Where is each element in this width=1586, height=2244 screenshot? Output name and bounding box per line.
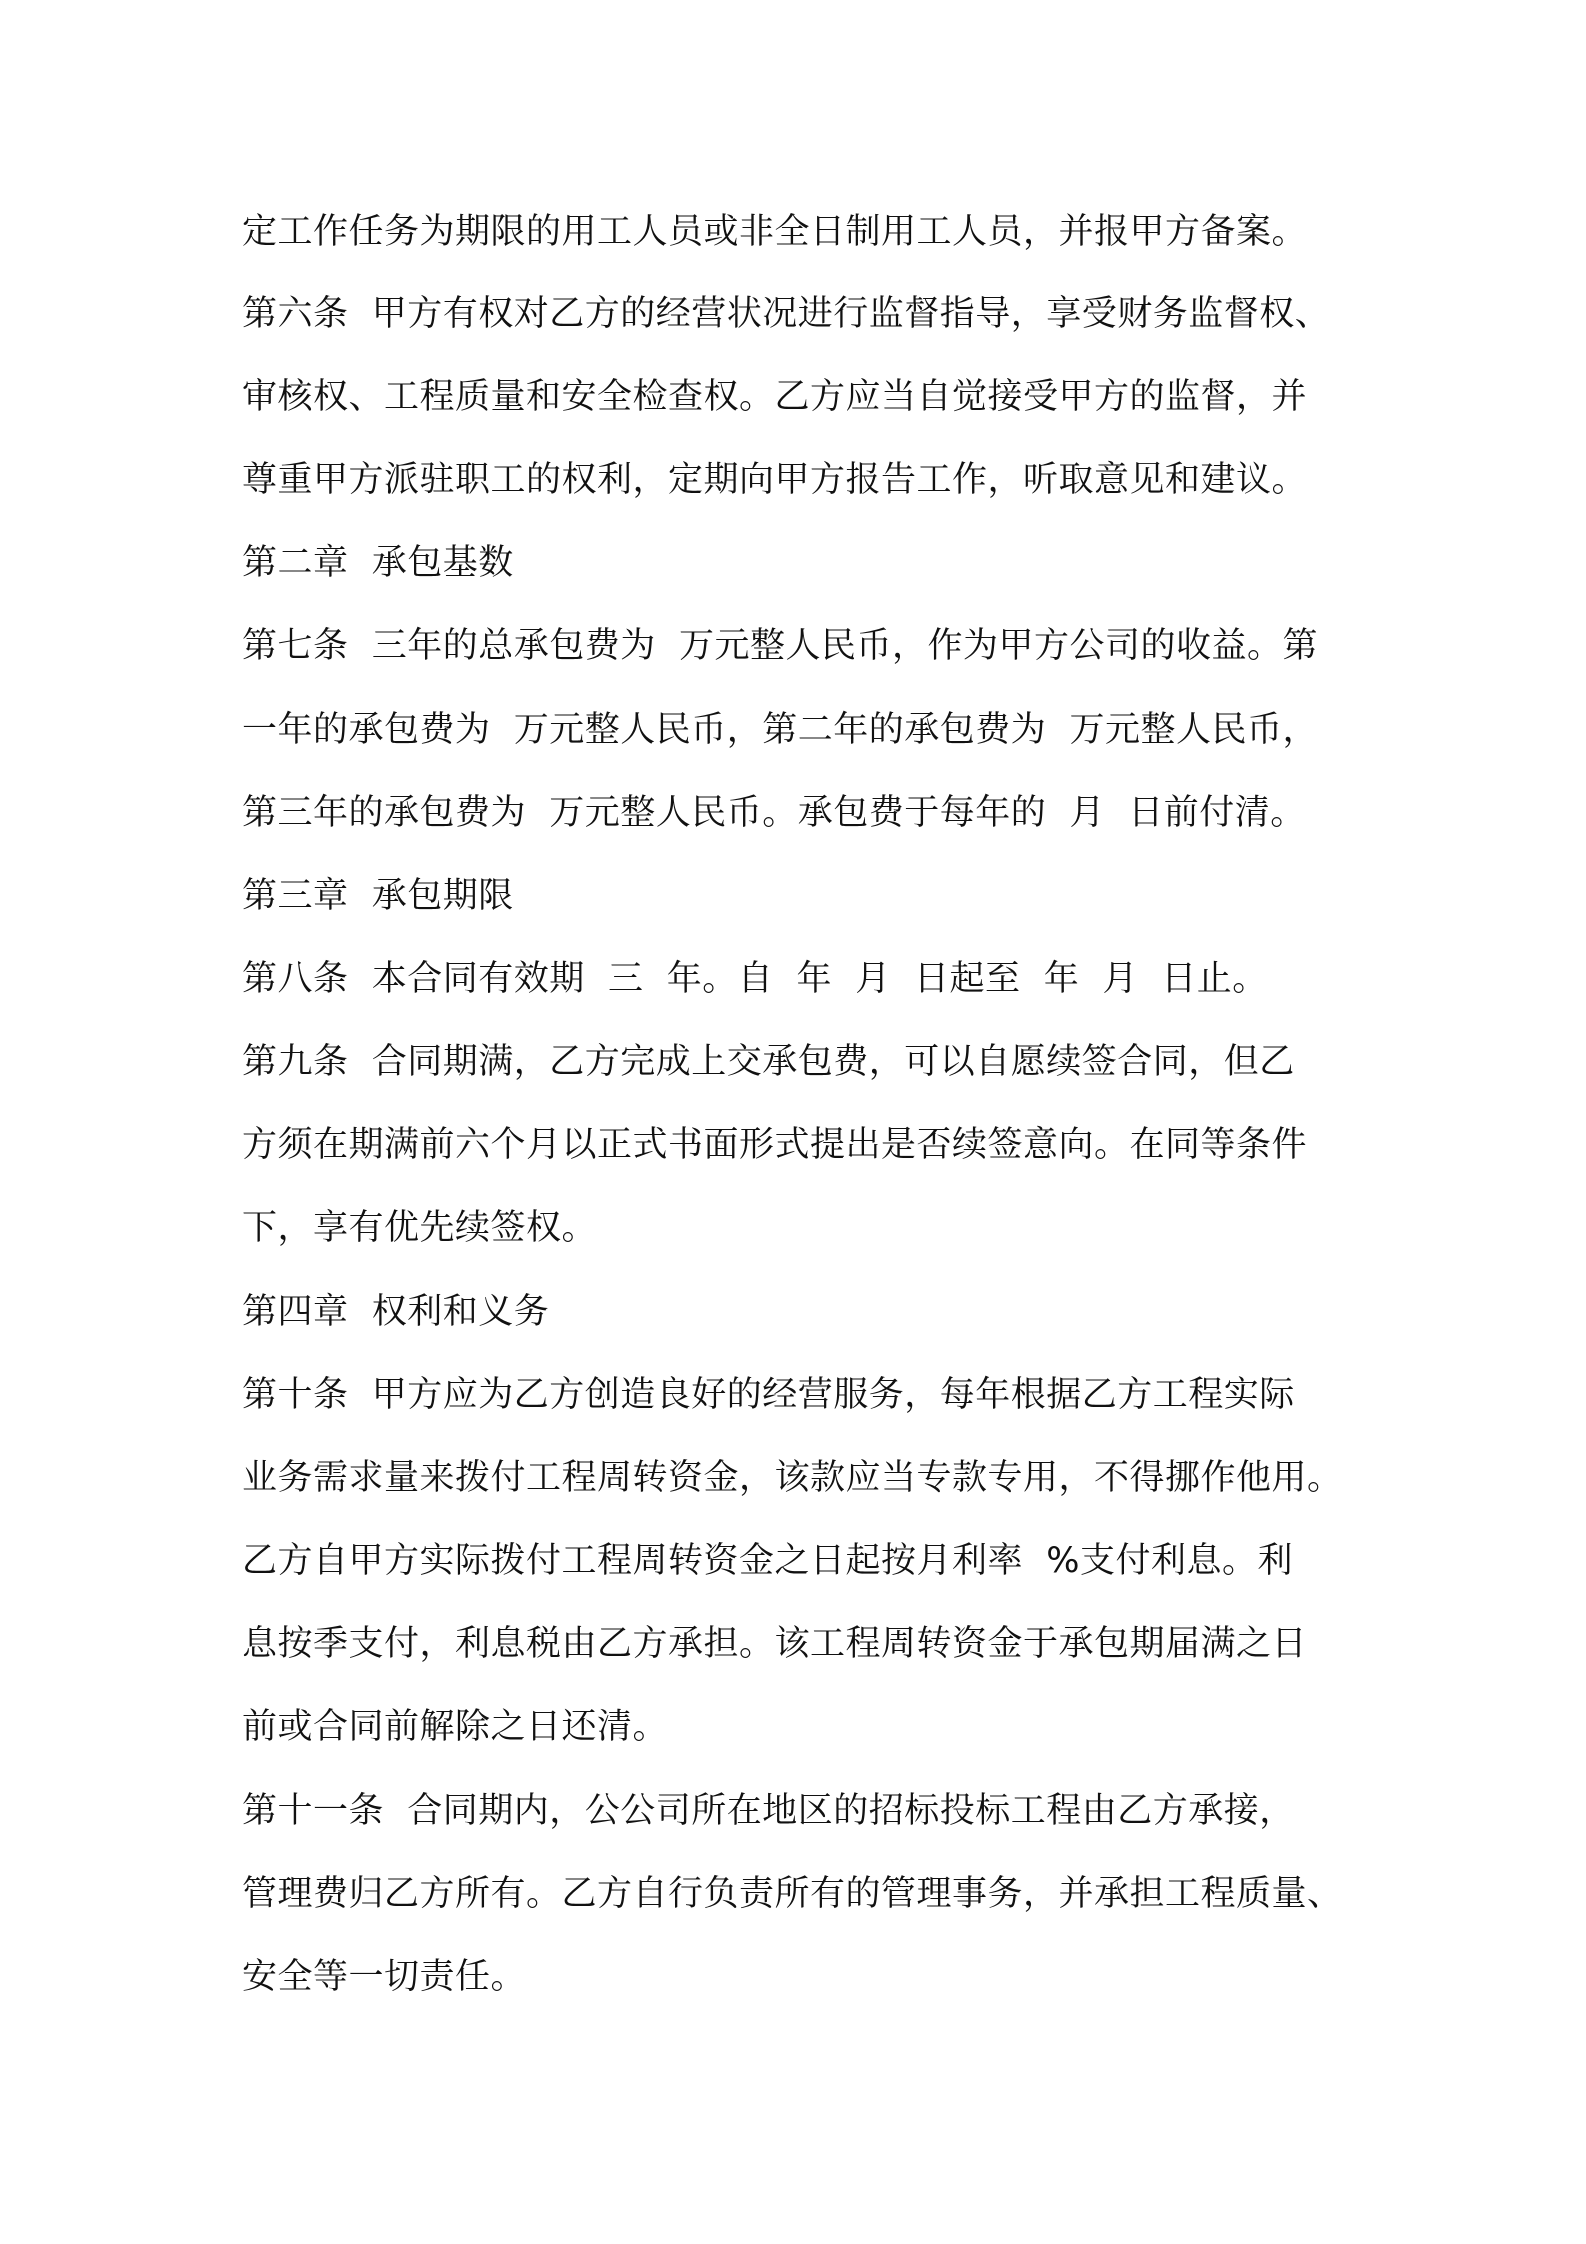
text-line: 业务需求量来拨付工程周转资金，该款应当专款专用，不得挪作他用。	[242, 1458, 1343, 1498]
text-line: 乙方自甲方实际拨付工程周转资金之日起按月利率 %支付利息。利	[242, 1541, 1294, 1581]
text-line: 审核权、工程质量和安全检查权。乙方应当自觉接受甲方的监督，并	[242, 377, 1308, 417]
text-line: 第三年的承包费为 万元整人民币。承包费于每年的 月 日前付清。	[242, 793, 1306, 833]
text-line: 一年的承包费为 万元整人民币，第二年的承包费为 万元整人民币，	[242, 710, 1319, 750]
text-line: 第七条 三年的总承包费为 万元整人民币，作为甲方公司的收益。第	[242, 626, 1319, 666]
text-line: 管理费归乙方所有。乙方自行负责所有的管理事务，并承担工程质量、	[242, 1874, 1343, 1914]
text-line: 第十条 甲方应为乙方创造良好的经营服务，每年根据乙方工程实际	[242, 1375, 1295, 1415]
text-line: 第十一条 合同期内，公公司所在地区的招标投标工程由乙方承接，	[242, 1791, 1295, 1831]
chapter-heading: 第二章 承包基数	[242, 543, 514, 583]
chapter-heading: 第四章 权利和义务	[242, 1292, 550, 1332]
text-line: 安全等一切责任。	[242, 1957, 527, 1997]
text-line: 第九条 合同期满，乙方完成上交承包费，可以自愿续签合同，但乙	[242, 1042, 1295, 1082]
text-line: 前或合同前解除之日还清。	[242, 1707, 669, 1747]
text-line: 定工作任务为期限的用工人员或非全日制用工人员，并报甲方备案。	[242, 212, 1308, 252]
text-line: 尊重甲方派驻职工的权利，定期向甲方报告工作，听取意见和建议。	[242, 460, 1308, 500]
text-line: 方须在期满前六个月以正式书面形式提出是否续签意向。在同等条件	[242, 1125, 1308, 1165]
chapter-heading: 第三章 承包期限	[242, 876, 514, 916]
text-line: 下，享有优先续签权。	[242, 1208, 598, 1248]
text-line: 第八条 本合同有效期 三 年。自 年 月 日起至 年 月 日止。	[242, 959, 1268, 999]
text-line: 息按季支付，利息税由乙方承担。该工程周转资金于承包期届满之日	[242, 1624, 1308, 1664]
text-line: 第六条 甲方有权对乙方的经营状况进行监督指导，享受财务监督权、	[242, 294, 1331, 334]
